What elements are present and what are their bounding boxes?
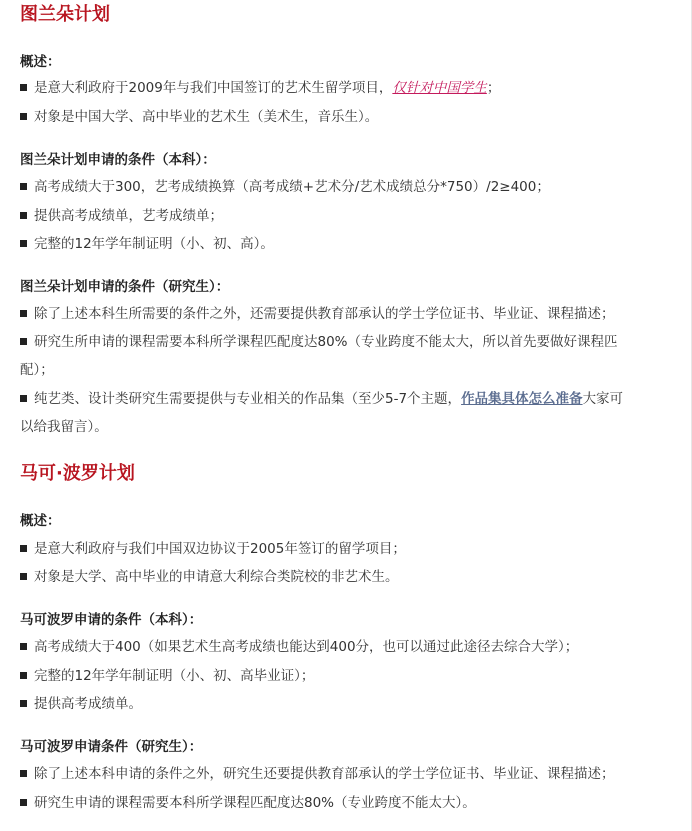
item-text: 高考成绩大于400（如果艺术生高考成绩也能达到400分，也可以通过此途径去综合大学）； bbox=[34, 639, 579, 655]
item-text: 是意大利政府与我们中国双边协议于2005年签订的留学项目； bbox=[34, 541, 406, 557]
section-title-marco-polo: 马可·波罗计划 bbox=[20, 463, 135, 484]
item-text-end: ； bbox=[486, 80, 501, 96]
item-text: 高考成绩大于300，艺考成绩换算（高考成绩+艺术分/艺术成绩总分*750）/2≥400； bbox=[34, 179, 550, 195]
overview-label: 概述： bbox=[20, 513, 61, 529]
chinese-students-link[interactable]: 仅针对中国学生 bbox=[392, 80, 487, 96]
list-item bbox=[20, 103, 676, 131]
bullet-icon bbox=[20, 310, 27, 317]
list-item bbox=[20, 760, 676, 788]
item-text: 研究生所申请的课程需要本科所学课程匹配度达80%（专业跨度不能太大，所以首先要做好课程匹 bbox=[34, 334, 618, 350]
item-text: 配）； bbox=[20, 362, 54, 378]
bullet-icon bbox=[20, 799, 27, 806]
bullet-icon bbox=[20, 643, 27, 650]
item-text: 提供高考成绩单。 bbox=[34, 696, 142, 712]
item-text: 研究生申请的课程需要本科所学课程匹配度达80%（专业跨度不能太大）。 bbox=[34, 795, 476, 811]
bullet-icon bbox=[20, 395, 27, 402]
item-text: 完整的12年学年制证明（小、初、高）。 bbox=[34, 236, 274, 252]
list-item bbox=[20, 789, 676, 817]
bullet-icon bbox=[20, 672, 27, 679]
item-text: 除了上述本科申请的条件之外，研究生还要提供教育部承认的学士学位证书、毕业证、课程描述； bbox=[34, 766, 615, 782]
bullet-icon bbox=[20, 240, 27, 247]
list-item bbox=[20, 385, 676, 413]
bullet-icon bbox=[20, 183, 27, 190]
list-item bbox=[20, 662, 676, 690]
bullet-icon bbox=[20, 573, 27, 580]
list-item bbox=[20, 74, 676, 102]
list-item bbox=[20, 690, 676, 718]
list-item bbox=[20, 535, 676, 563]
undergrad-conditions-label: 马可波罗申请的条件（本科）： bbox=[20, 612, 203, 628]
grad-conditions-label: 马可波罗申请条件（研究生）： bbox=[20, 739, 203, 755]
list-item bbox=[20, 202, 676, 230]
bullet-icon bbox=[20, 212, 27, 219]
item-text: 以给我留言）。 bbox=[20, 419, 108, 435]
list-item bbox=[20, 300, 676, 328]
item-text: 是意大利政府于2009年与我们中国签订的艺术生留学项目， bbox=[34, 80, 393, 96]
bullet-icon bbox=[20, 770, 27, 777]
bullet-icon bbox=[20, 84, 27, 91]
portfolio-prep-link[interactable]: 作品集具体怎么准备 bbox=[461, 391, 583, 407]
section-title-turandot: 图兰朵计划 bbox=[20, 4, 110, 25]
list-item bbox=[20, 328, 676, 356]
item-text: 对象是大学、高中毕业的申请意大利综合类院校的非艺术生。 bbox=[34, 569, 399, 585]
item-text: 纯艺类、设计类研究生需要提供与专业相关的作品集（至少5-7个主题， bbox=[34, 391, 462, 407]
bullet-icon bbox=[20, 545, 27, 552]
grad-conditions-label: 图兰朵计划申请的条件（研究生）： bbox=[20, 279, 230, 295]
undergrad-conditions-label: 图兰朵计划申请的条件（本科）： bbox=[20, 152, 216, 168]
list-item-continuation bbox=[20, 413, 676, 441]
bullet-icon bbox=[20, 700, 27, 707]
list-item bbox=[20, 173, 676, 201]
bullet-icon bbox=[20, 338, 27, 345]
list-item bbox=[20, 563, 676, 591]
overview-label: 概述： bbox=[20, 54, 61, 70]
item-text-end: 大家可 bbox=[582, 391, 624, 407]
bullet-icon bbox=[20, 113, 27, 120]
list-item bbox=[20, 633, 676, 661]
list-item bbox=[20, 230, 676, 258]
item-text: 提供高考成绩单，艺考成绩单； bbox=[34, 208, 223, 224]
item-text: 除了上述本科生所需要的条件之外，还需要提供教育部承认的学士学位证书、毕业证、课程描述； bbox=[34, 306, 615, 322]
item-text: 完整的12年学年制证明（小、初、高毕业证）； bbox=[34, 668, 315, 684]
item-text: 对象是中国大学、高中毕业的艺术生（美术生，音乐生）。 bbox=[34, 109, 379, 125]
list-item-continuation bbox=[20, 356, 676, 384]
